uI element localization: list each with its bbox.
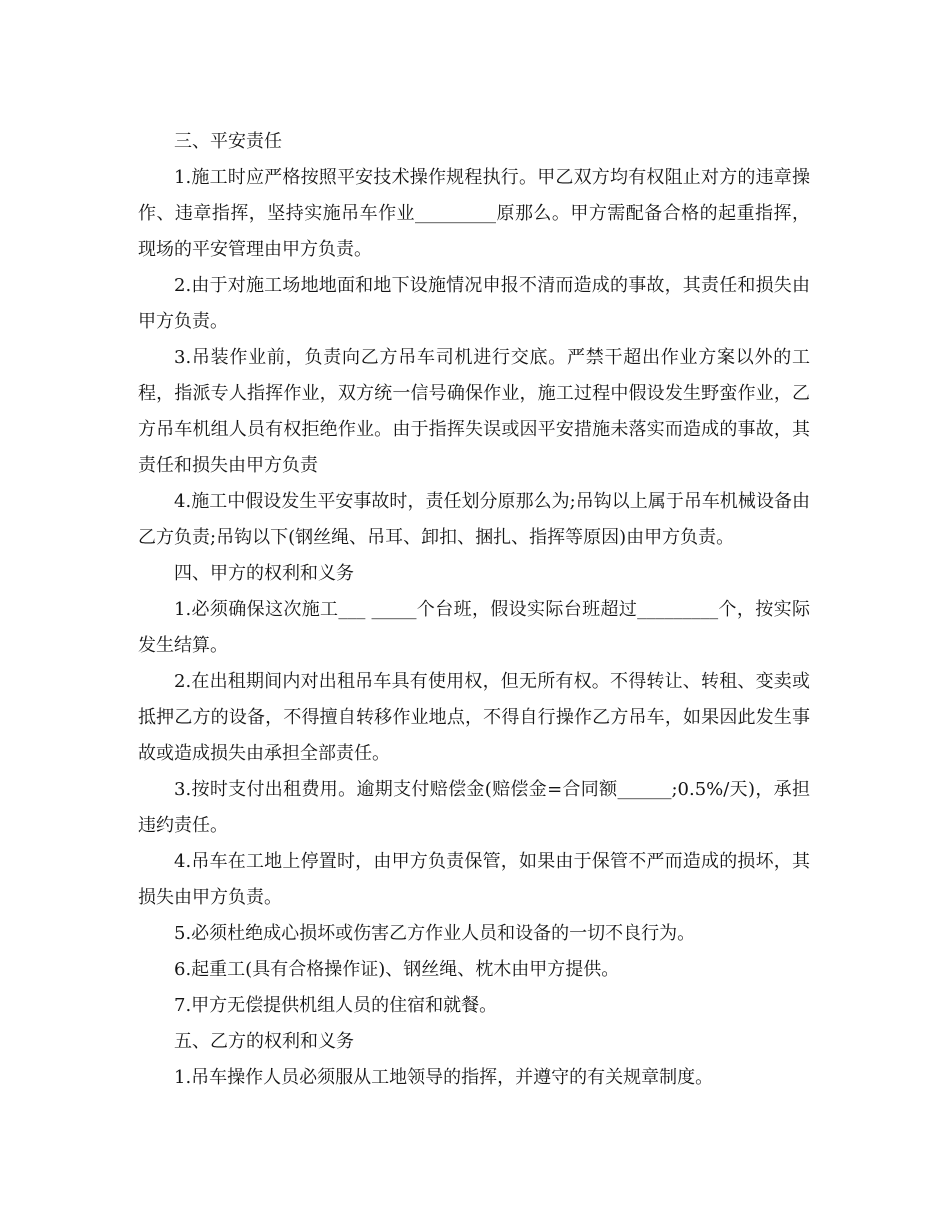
- paragraph: 6.起重工(具有合格操作证)、钢丝绳、枕木由甲方提供。: [174, 959, 620, 980]
- section-heading-safety: 三、平安责任: [174, 131, 282, 152]
- paragraph: 1.吊车操作人员必须服从工地领导的指挥，并遵守的有关规章制度。: [174, 1067, 714, 1088]
- paragraph: 3.吊装作业前，负责向乙方吊车司机进行交底。严禁干超出作业方案以外的工程，指派专人指挥作业，双方统一信号确保作业，施工过程中假设发生野蛮作业，乙方吊车机组人员有权拒绝作业。由于指挥失误或因平安措施未落实而造成的事故，其责任和损失由甲方负责: [138, 347, 810, 476]
- section-heading-party-b: 五、乙方的权利和义务: [174, 1031, 354, 1052]
- section-heading-party-a: 四、甲方的权利和义务: [174, 563, 354, 584]
- paragraph: 1.施工时应严格按照平安技术操作规程执行。甲乙双方均有权阻止对方的违章操作、违章指挥，坚持实施吊车作业_________原那么。甲方需配备合格的起重指挥，现场的平安管理由甲方负责。: [138, 167, 810, 260]
- paragraph: 4.吊车在工地上停置时，由甲方负责保管，如果由于保管不严而造成的损坏，其损失由甲方负责。: [138, 851, 810, 908]
- paragraph: 5.必须杜绝成心损坏或伤害乙方作业人员和设备的一切不良行为。: [174, 923, 696, 944]
- paragraph: 2.在出租期间内对出租吊车具有使用权，但无所有权。不得转让、转租、变卖或抵押乙方的设备，不得擅自转移作业地点，不得自行操作乙方吊车，如果因此发生事故或造成损失由承担全部责任。: [138, 671, 810, 764]
- paragraph: 4.施工中假设发生平安事故时，责任划分原那么为;吊钩以上属于吊车机械设备由乙方负责;吊钩以下(钢丝绳、吊耳、卸扣、捆扎、指挥等原因)由甲方负责。: [138, 491, 810, 548]
- paragraph: 7.甲方无偿提供机组人员的住宿和就餐。: [174, 995, 498, 1016]
- paragraph: 2.由于对施工场地地面和地下设施情况申报不清而造成的事故，其责任和损失由甲方负责。: [138, 275, 810, 332]
- paragraph: 3.按时支付出租费用。逾期支付赔偿金(赔偿金=合同额______;0.5%/天)，承担违约责任。: [138, 779, 810, 836]
- document-body: [138, 124, 810, 1096]
- paragraph: 1.必须确保这次施工___ _____个台班，假设实际台班超过_________个，按实际发生结算。: [138, 599, 810, 656]
